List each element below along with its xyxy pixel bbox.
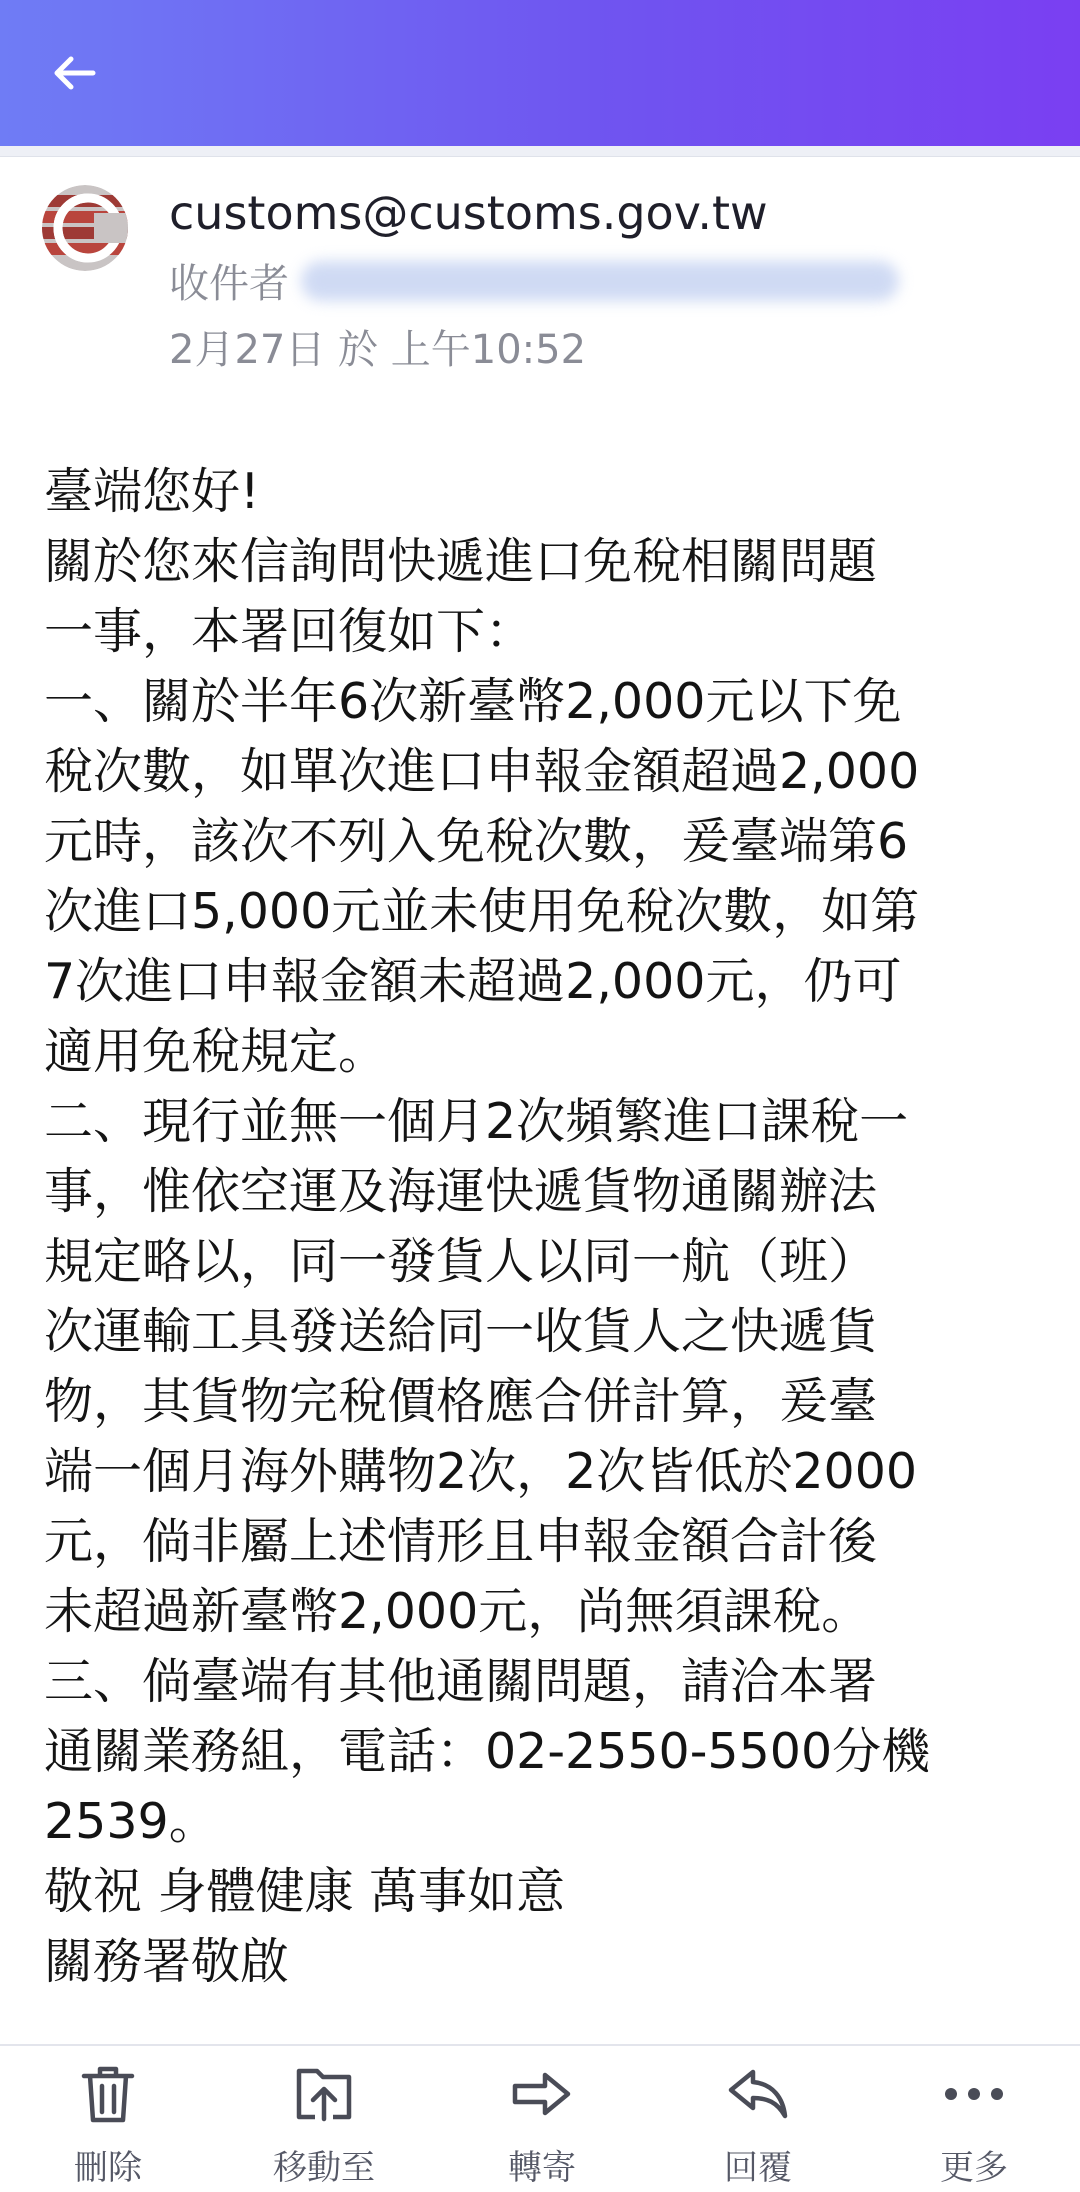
sender-address[interactable]: customs@customs.gov.tw <box>169 186 768 240</box>
recipient-address-redacted <box>301 261 899 301</box>
move-folder-icon <box>293 2065 355 2123</box>
body-line: 端一個月海外購物2次，2次皆低於2000 <box>44 1443 918 1500</box>
body-line: 二、現行並無一個月2次頻繁進口課稅一 <box>44 1093 909 1150</box>
body-line: 敬祝 身體健康 萬事如意 <box>44 1863 566 1920</box>
sender-avatar[interactable] <box>42 185 128 271</box>
more-label: 更多 <box>940 2148 1008 2188</box>
body-line: 事，惟依空運及海運快遞貨物通關辦法 <box>44 1163 878 1220</box>
body-line: 規定略以，同一發貨人以同一航（班） <box>44 1233 878 1290</box>
recipient-label: 收件者 <box>169 261 289 307</box>
body-line: 7次進口申報金額未超過2,000元，仍可 <box>44 953 902 1010</box>
reply-button[interactable] <box>668 2062 848 2190</box>
body-line: 關務署敬啟 <box>44 1933 290 1990</box>
body-line: 一事，本署回復如下： <box>44 603 535 660</box>
more-button[interactable] <box>884 2062 1064 2190</box>
forward-arrow-icon <box>511 2070 573 2118</box>
body-line: 元時，該次不列入免稅次數，爰臺端第6 <box>44 813 909 870</box>
body-line: 稅次數，如單次進口申報金額超過2,000 <box>44 743 920 800</box>
body-line: 次運輸工具發送給同一收貨人之快遞貨 <box>44 1303 878 1360</box>
body-line: 2539。 <box>44 1793 218 1850</box>
customs-logo-icon <box>42 185 128 271</box>
reply-label: 回覆 <box>724 2148 792 2188</box>
body-line: 物，其貨物完稅價格應合併計算，爰臺 <box>44 1373 878 1430</box>
body-line: 次進口5,000元並未使用免稅次數，如第 <box>44 883 920 940</box>
bottom-action-bar <box>0 2044 1080 2192</box>
arrow-left-icon <box>51 55 97 91</box>
back-button[interactable] <box>38 42 110 104</box>
delete-button[interactable] <box>18 2062 198 2190</box>
email-body <box>44 457 1054 1997</box>
email-datetime: 2月27日 於 上午10:52 <box>169 327 587 373</box>
forward-button[interactable] <box>452 2062 632 2190</box>
body-line: 元，倘非屬上述情形且申報金額合計後 <box>44 1513 878 1570</box>
move-to-label: 移動至 <box>273 2148 375 2188</box>
top-app-bar <box>0 0 1080 146</box>
more-dots-icon <box>943 2086 1005 2102</box>
body-line: 臺端您好! <box>44 463 260 520</box>
reply-arrow-icon <box>727 2068 789 2120</box>
forward-label: 轉寄 <box>508 2148 576 2188</box>
recipient-row[interactable] <box>169 252 899 309</box>
body-line: 一、關於半年6次新臺幣2,000元以下免 <box>44 673 902 730</box>
body-line: 關於您來信詢問快遞進口免稅相關問題 <box>44 533 878 590</box>
body-line: 適用免稅規定。 <box>44 1023 388 1080</box>
delete-label: 刪除 <box>74 2148 142 2188</box>
body-line: 三、倘臺端有其他通關問題，請洽本署 <box>44 1653 878 1710</box>
body-line: 未超過新臺幣2,000元，尚無須課稅。 <box>44 1583 871 1640</box>
body-line: 通關業務組，電話：02-2550-5500分機 <box>44 1723 931 1780</box>
move-to-button[interactable] <box>234 2062 414 2190</box>
trash-icon <box>80 2064 136 2124</box>
header-divider <box>0 146 1080 157</box>
